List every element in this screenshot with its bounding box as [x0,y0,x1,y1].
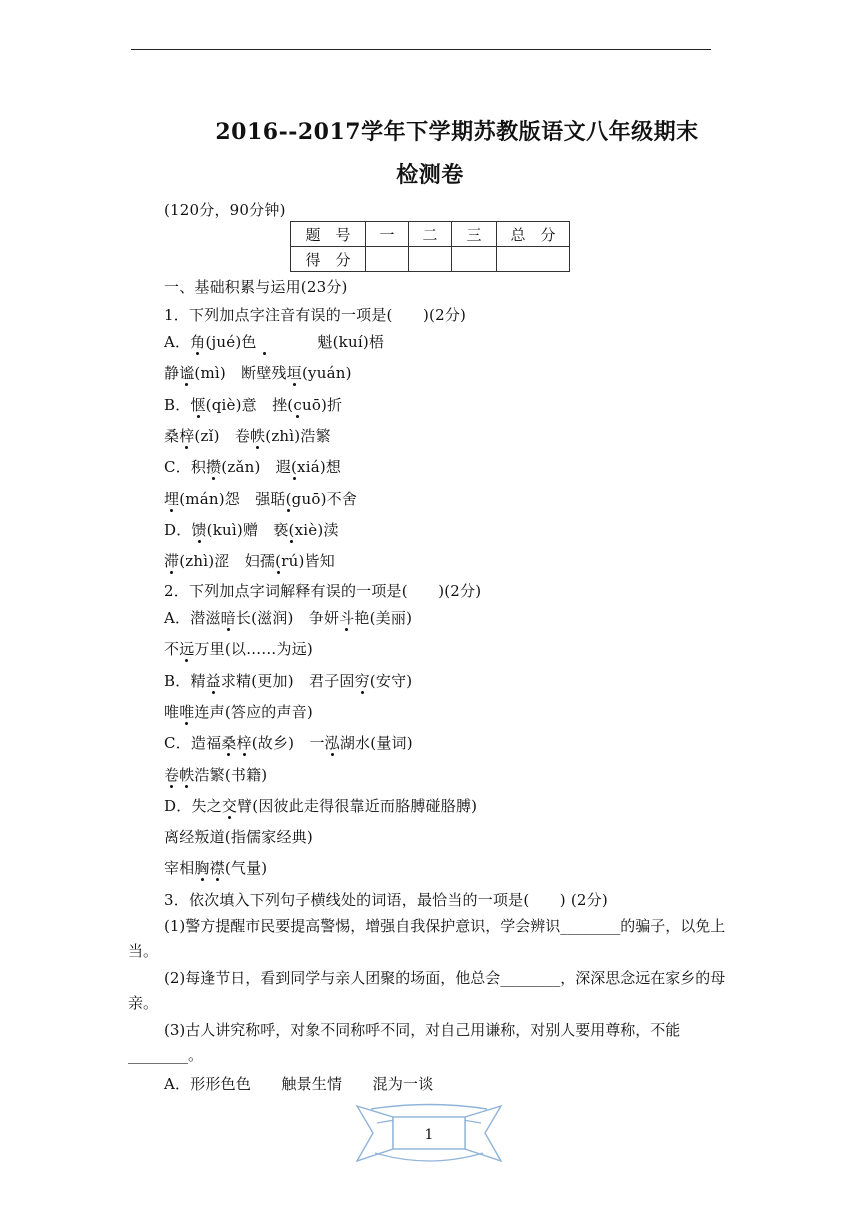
score-cell-total[interactable] [497,247,570,272]
q2-option-d-line1: D．失之交臂(因彼此走得很靠近而胳膊碰胳膊) [164,797,478,815]
q2-option-d-line3: 宰相胸襟(气量) [164,859,268,877]
ribbon-bottom-curve [375,1153,483,1161]
score-table [290,221,570,272]
emphasis-dot-char: 益 [205,672,221,690]
q1-option-a-line2: 静谧(mì) 断壁残垣(yuán) [164,364,352,382]
page-title-line2: 检测卷 [396,162,464,188]
ribbon-top-curve [371,1105,487,1110]
score-table-header-cell: 二 [409,222,452,247]
q3-option-a: A．形形色色 触景生情 混为一谈 [164,1075,434,1093]
emphasis-dot-char: 泓 [324,734,340,752]
q1-stem: 1．下列加点字注音有误的一项是( )(2分) [164,306,467,324]
emphasis-dot-char: 滞 [164,552,180,570]
emphasis-dot-char [257,333,272,351]
emphasis-dot-char: 谧 [179,364,195,382]
emphasis-dot-char: 梓 [179,427,195,445]
score-table-header-cell: 总 分 [497,222,570,247]
emphasis-dot-char: 暗 [220,609,236,627]
emphasis-dot-char: 垣 [286,364,302,382]
emphasis-dot-char: ( [290,458,298,476]
emphasis-dot-char: 远 [179,640,195,658]
header-rule [131,49,711,50]
q2-option-b-line2: 唯唯连声(答应的声音) [164,703,313,721]
score-table-header-row [291,222,570,247]
q1-option-c-line2: 埋(mán)怨 强聒(guō)不舍 [164,490,358,508]
q2-option-c-line2: 卷帙浩繁(书籍) [164,766,268,784]
emphasis-dot-char: 交 [221,797,238,815]
emphasis-dot-char: ( [288,521,295,539]
q1-option-d-line2: 滞(zhì)涩 妇孺(rú)皆知 [164,552,335,570]
q1-option-a-line1: A．角(jué)色 魁(kuí)梧 [164,333,385,351]
emphasis-dot-char: 卷 [164,766,180,784]
score-cell-2[interactable] [409,247,452,272]
q2-option-d-line2: 离经叛道(指儒家经典) [164,828,313,846]
emphasis-dot-char: 惬 [190,396,206,414]
q1-option-b-line2: 桑梓(zǐ) 卷帙(zhì)浩繁 [164,427,331,445]
score-table-row-label: 得 分 [291,247,366,272]
emphasis-dot-char: 桑 [221,734,237,752]
emphasis-dot-char: 帙 [179,766,195,784]
q2-stem: 2．下列加点字词解释有误的一项是( )(2分) [164,582,482,600]
emphasis-dot-char: ( [285,490,292,508]
q3-sentence-2: (2)每逢节日，看到同学与亲人团聚的场面，他总会________，深深思念远在家乡的母亲。 [128,969,726,1012]
score-table-header-cell: 一 [366,222,409,247]
q1-option-b-line1: B．惬(qiè)意 挫(cuō)折 [164,396,343,414]
emphasis-dot-char: 襟 [209,859,225,877]
emphasis-dot-char: 穷 [354,672,370,690]
score-table-header-cell: 三 [452,222,497,247]
emphasis-dot-char: 角 [190,333,206,351]
q2-option-a-line2: 不远万里(以……为远) [164,640,313,658]
emphasis-dot-char: c [293,396,302,414]
q1-option-c-line1: C．积攒(zǎn) 遐(xiá)想 [164,458,342,476]
score-table-score-row [291,247,570,272]
q3-stem: 3．依次填入下列句子横线处的词语，最恰当的一项是( ) (2分) [164,891,608,909]
section1-heading: 一、基础积累与运用(23分) [164,278,348,296]
emphasis-dot-char: 馈 [191,521,207,539]
emphasis-dot-char: 帙 [250,427,266,445]
page-title-line1: 2016--2017学年下学期苏教版语文八年级期末 [215,119,699,145]
emphasis-dot-char: 斗 [339,609,355,627]
q3-sentence-1: (1)警方提醒市民要提高警惕，增强自我保护意识，学会辨识________的骗子，以免上当。 [128,917,726,960]
emphasis-dot-char: 唯 [179,703,195,721]
emphasis-dot-char: 胸 [194,859,210,877]
q2-option-b-line1: B．精益求精(更加) 君子固穷(安守) [164,672,413,690]
score-time: (120分，90分钟) [164,201,286,219]
q2-option-a-line1: A．潜滋暗长(滋润) 争妍斗艳(美丽) [164,609,413,627]
page-number: 1 [424,1127,434,1143]
emphasis-dot-char: ( [275,552,282,570]
emphasis-dot-char: 埋 [164,490,180,508]
emphasis-dot-char: 攒 [206,458,222,476]
q2-option-c-line1: C．造福桑梓(故乡) 一泓湖水(量词) [164,734,413,752]
q3-sentence-3: (3)古人讲究称呼，对象不同称呼不同，对自己用谦称，对别人要用尊称，不能________。 [128,1021,681,1064]
score-cell-1[interactable] [366,247,409,272]
score-cell-3[interactable] [452,247,497,272]
emphasis-dot-char: 梓 [236,734,252,752]
q1-option-d-line1: D．馈(kuì)赠 亵(xiè)渎 [164,521,339,539]
score-table-header-cell: 题 号 [291,222,366,247]
